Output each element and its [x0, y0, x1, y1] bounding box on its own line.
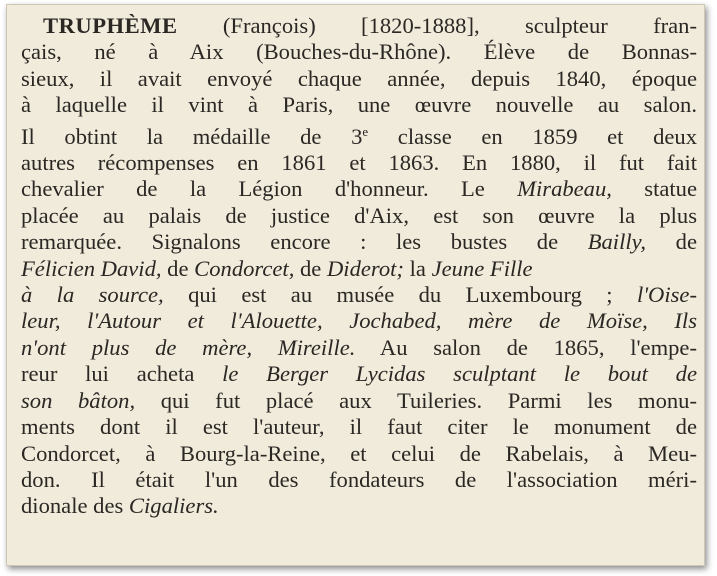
work-title: à la source, — [21, 282, 164, 308]
entry-line-8: placée au palais de justice d'Aix, est son œuvre la plus — [21, 202, 697, 228]
entry-line-3: sieux, il avait envoyé chaque année, depuis 1840, époque — [21, 65, 697, 91]
work-title: n'ont plus de mère, Mireille. — [21, 334, 356, 360]
entry-truphème — [21, 13, 697, 520]
work-title: Mirabeau, — [517, 176, 612, 202]
entry-line-18: don. Il était l'un des fondateurs de l'association méri- — [21, 466, 697, 492]
entry-line-6: autres récompenses en 1861 et 1863. En 1880, il fut fait — [21, 150, 697, 176]
work-title: Félicien David, — [21, 255, 162, 281]
entry-text: de — [161, 255, 195, 281]
entry-text: (François) [1820-1888], sculpteur fran- — [177, 13, 697, 38]
entry-text: qui fut placé aux Tuileries. Parmi les monu- — [135, 387, 697, 413]
entry-text: reur lui acheta — [21, 361, 223, 387]
entry-line-13 — [21, 335, 697, 361]
entry-line-16: ments dont il est l'auteur, il faut citer le monument de — [21, 414, 697, 440]
dictionary-page — [6, 4, 705, 566]
entry-text: de — [294, 255, 327, 281]
entry-line-11 — [21, 282, 697, 308]
work-title: Diderot; — [326, 255, 404, 281]
work-title: l'Oise- — [636, 282, 697, 308]
entry-line-9 — [21, 229, 697, 255]
entry-text: dionale des — [21, 493, 129, 519]
entry-text: classe en 1859 et deux — [368, 123, 697, 149]
work-title: Cigaliers. — [128, 493, 219, 519]
entry-line-15 — [21, 388, 697, 414]
entry-line-1 — [21, 13, 697, 39]
entry-text: Il obtint la médaille de 3 — [21, 123, 363, 149]
entry-text: de — [646, 229, 697, 255]
entry-text: remarquée. Signalons encore : les bustes de — [21, 229, 588, 255]
entry-line-17: Condorcet, à Bourg-la-Reine, et celui de Rabelais, à Meu- — [21, 440, 697, 466]
entry-line-2: çais, né à Aix (Bouches-du-Rhône). Élève de Bonnas- — [21, 39, 697, 65]
work-title: Bailly, — [587, 229, 647, 255]
ordinal-superscript: e — [362, 123, 369, 139]
work-title: le Berger Lycidas sculptant le bout de — [222, 361, 697, 387]
entry-line-12: leur, l'Autour et l'Alouette, Jochabed, mère de Moïse, Ils — [21, 308, 697, 334]
entry-line-5 — [21, 119, 697, 150]
work-title: Jeune Fille — [431, 255, 533, 281]
work-title: son bâton, — [21, 387, 136, 413]
entry-text: la — [403, 255, 432, 281]
entry-line-10 — [21, 256, 697, 282]
entry-line-4: à laquelle il vint à Paris, une œuvre nouvelle au salon. — [21, 92, 697, 118]
headword: TRUPHÈME — [43, 13, 178, 38]
entry-line-19 — [21, 493, 697, 519]
entry-text: Au salon de 1865, l'empe- — [355, 334, 697, 360]
entry-text: chevalier de la Légion d'honneur. Le — [21, 176, 518, 202]
entry-text: statue — [611, 176, 697, 202]
entry-text: qui est au musée du Luxembourg ; — [163, 282, 637, 308]
entry-line-14 — [21, 361, 697, 387]
entry-line-7 — [21, 176, 697, 202]
work-title: Condorcet, — [194, 255, 295, 281]
